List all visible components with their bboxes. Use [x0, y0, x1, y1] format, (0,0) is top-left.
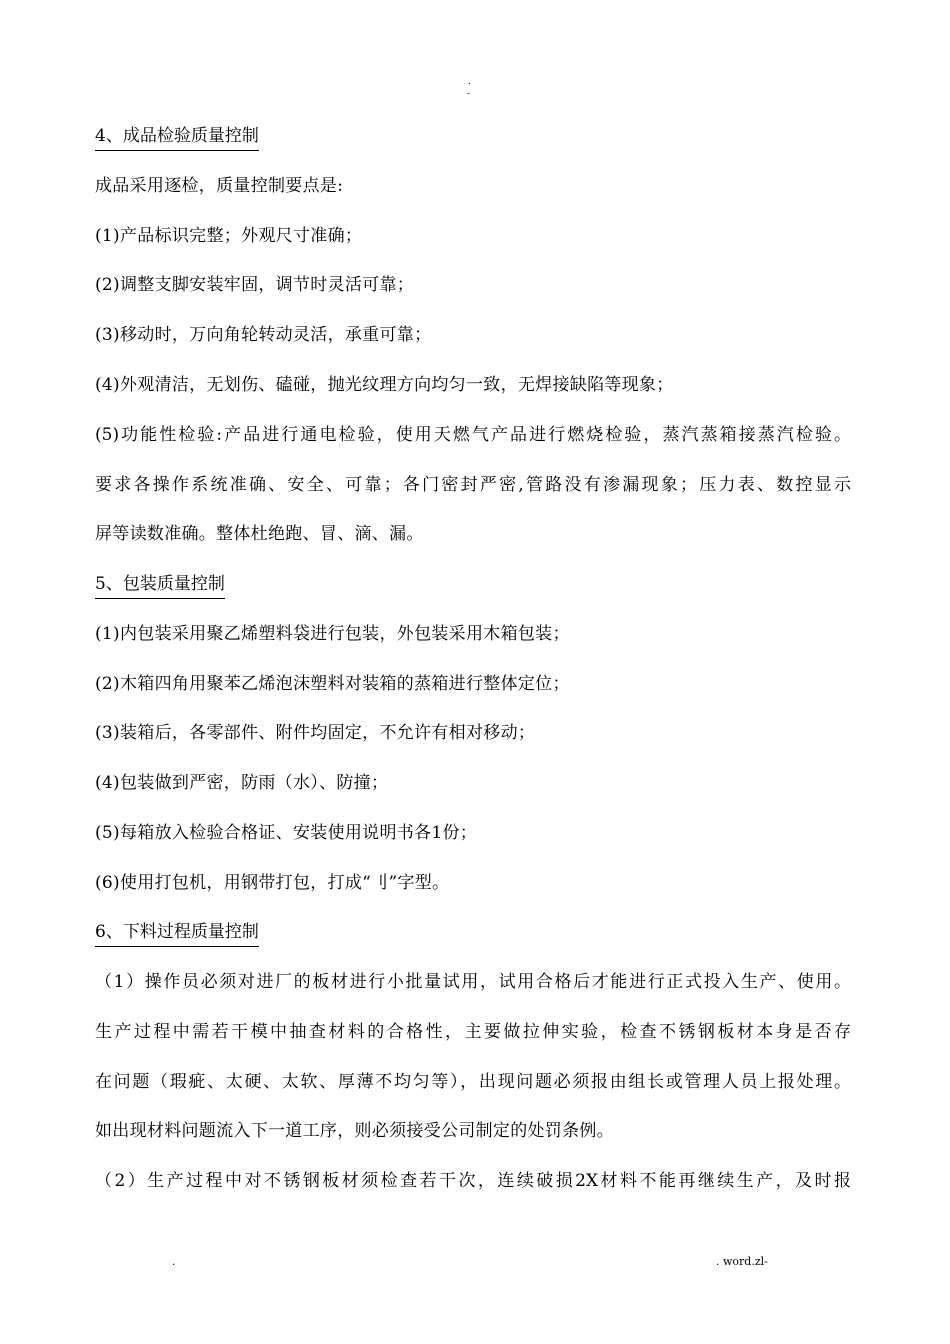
paragraph-line: 生产过程中需若干模中抽查材料的合格性，主要做拉伸实验，检查不锈钢板材本身是否存 [95, 1022, 851, 1042]
paragraph-line: 如出现材料问题流入下一道工序，则必须接受公司制定的处罚条例。 [95, 1121, 614, 1141]
paragraph-line: (3)装箱后，各零部件、附件均固定，不允许有相对移动； [95, 723, 536, 743]
paragraph-line: 在问题（瑕疵、太硬、太软、厚薄不均匀等），出现问题必须报由组长或管理人员上报处理。 [95, 1072, 851, 1092]
header-dot: . [468, 77, 471, 87]
footer-right-text: . word.zl- [716, 1255, 768, 1268]
paragraph-line: 屏等读数准确。整体杜绝跑、冒、滴、漏。 [95, 524, 424, 544]
paragraph-line: (1)内包装采用聚乙烯塑料袋进行包装，外包装采用木箱包装； [95, 624, 570, 644]
paragraph-line: (5)功能性检验:产品进行通电检验，使用天燃气产品进行燃烧检验，蒸汽蒸箱接蒸汽检验。 [95, 425, 851, 445]
paragraph-line: (6)使用打包机，用钢带打包，打成“刂”字型。 [95, 873, 450, 893]
section-heading: 6、下料过程质量控制 [95, 921, 259, 947]
paragraph-line: （1）操作员必须对进厂的板材进行小批量试用，试用合格后才能进行正式投入生产、使用。 [95, 972, 851, 992]
paragraph-line: 要求各操作系统准确、安全、可靠；各门密封严密,管路没有渗漏现象；压力表、数控显示 [95, 475, 851, 495]
paragraph-line: 成品采用逐检，质量控制要点是: [95, 176, 344, 196]
paragraph-line: (1)产品标识完整；外观尺寸准确； [95, 226, 363, 246]
paragraph-line: （2）生产过程中对不锈钢板材须检查若干次，连续破损2X材料不能再继续生产，及时报 [95, 1171, 851, 1191]
footer-left-mark: . [172, 1255, 176, 1268]
paragraph-line: (2)木箱四角用聚苯乙烯泡沫塑料对装箱的蒸箱进行整体定位； [95, 674, 570, 694]
paragraph-line: (5)每箱放入检验合格证、安装使用说明书各1份； [95, 823, 478, 843]
paragraph-line: (3)移动时，万向角轮转动灵活，承重可靠； [95, 325, 432, 345]
paragraph-line: (4)外观清洁，无划伤、磕碰，抛光纹理方向均匀一致，无焊接缺陷等现象； [95, 375, 674, 395]
paragraph-line: (2)调整支脚安装牢固，调节时灵活可靠； [95, 275, 415, 295]
paragraph-line: (4)包装做到严密，防雨（水）、防撞； [95, 773, 389, 793]
header-dash: - [467, 89, 471, 99]
section-heading: 4、成品检验质量控制 [95, 125, 259, 151]
section-heading: 5、包装质量控制 [95, 573, 225, 599]
